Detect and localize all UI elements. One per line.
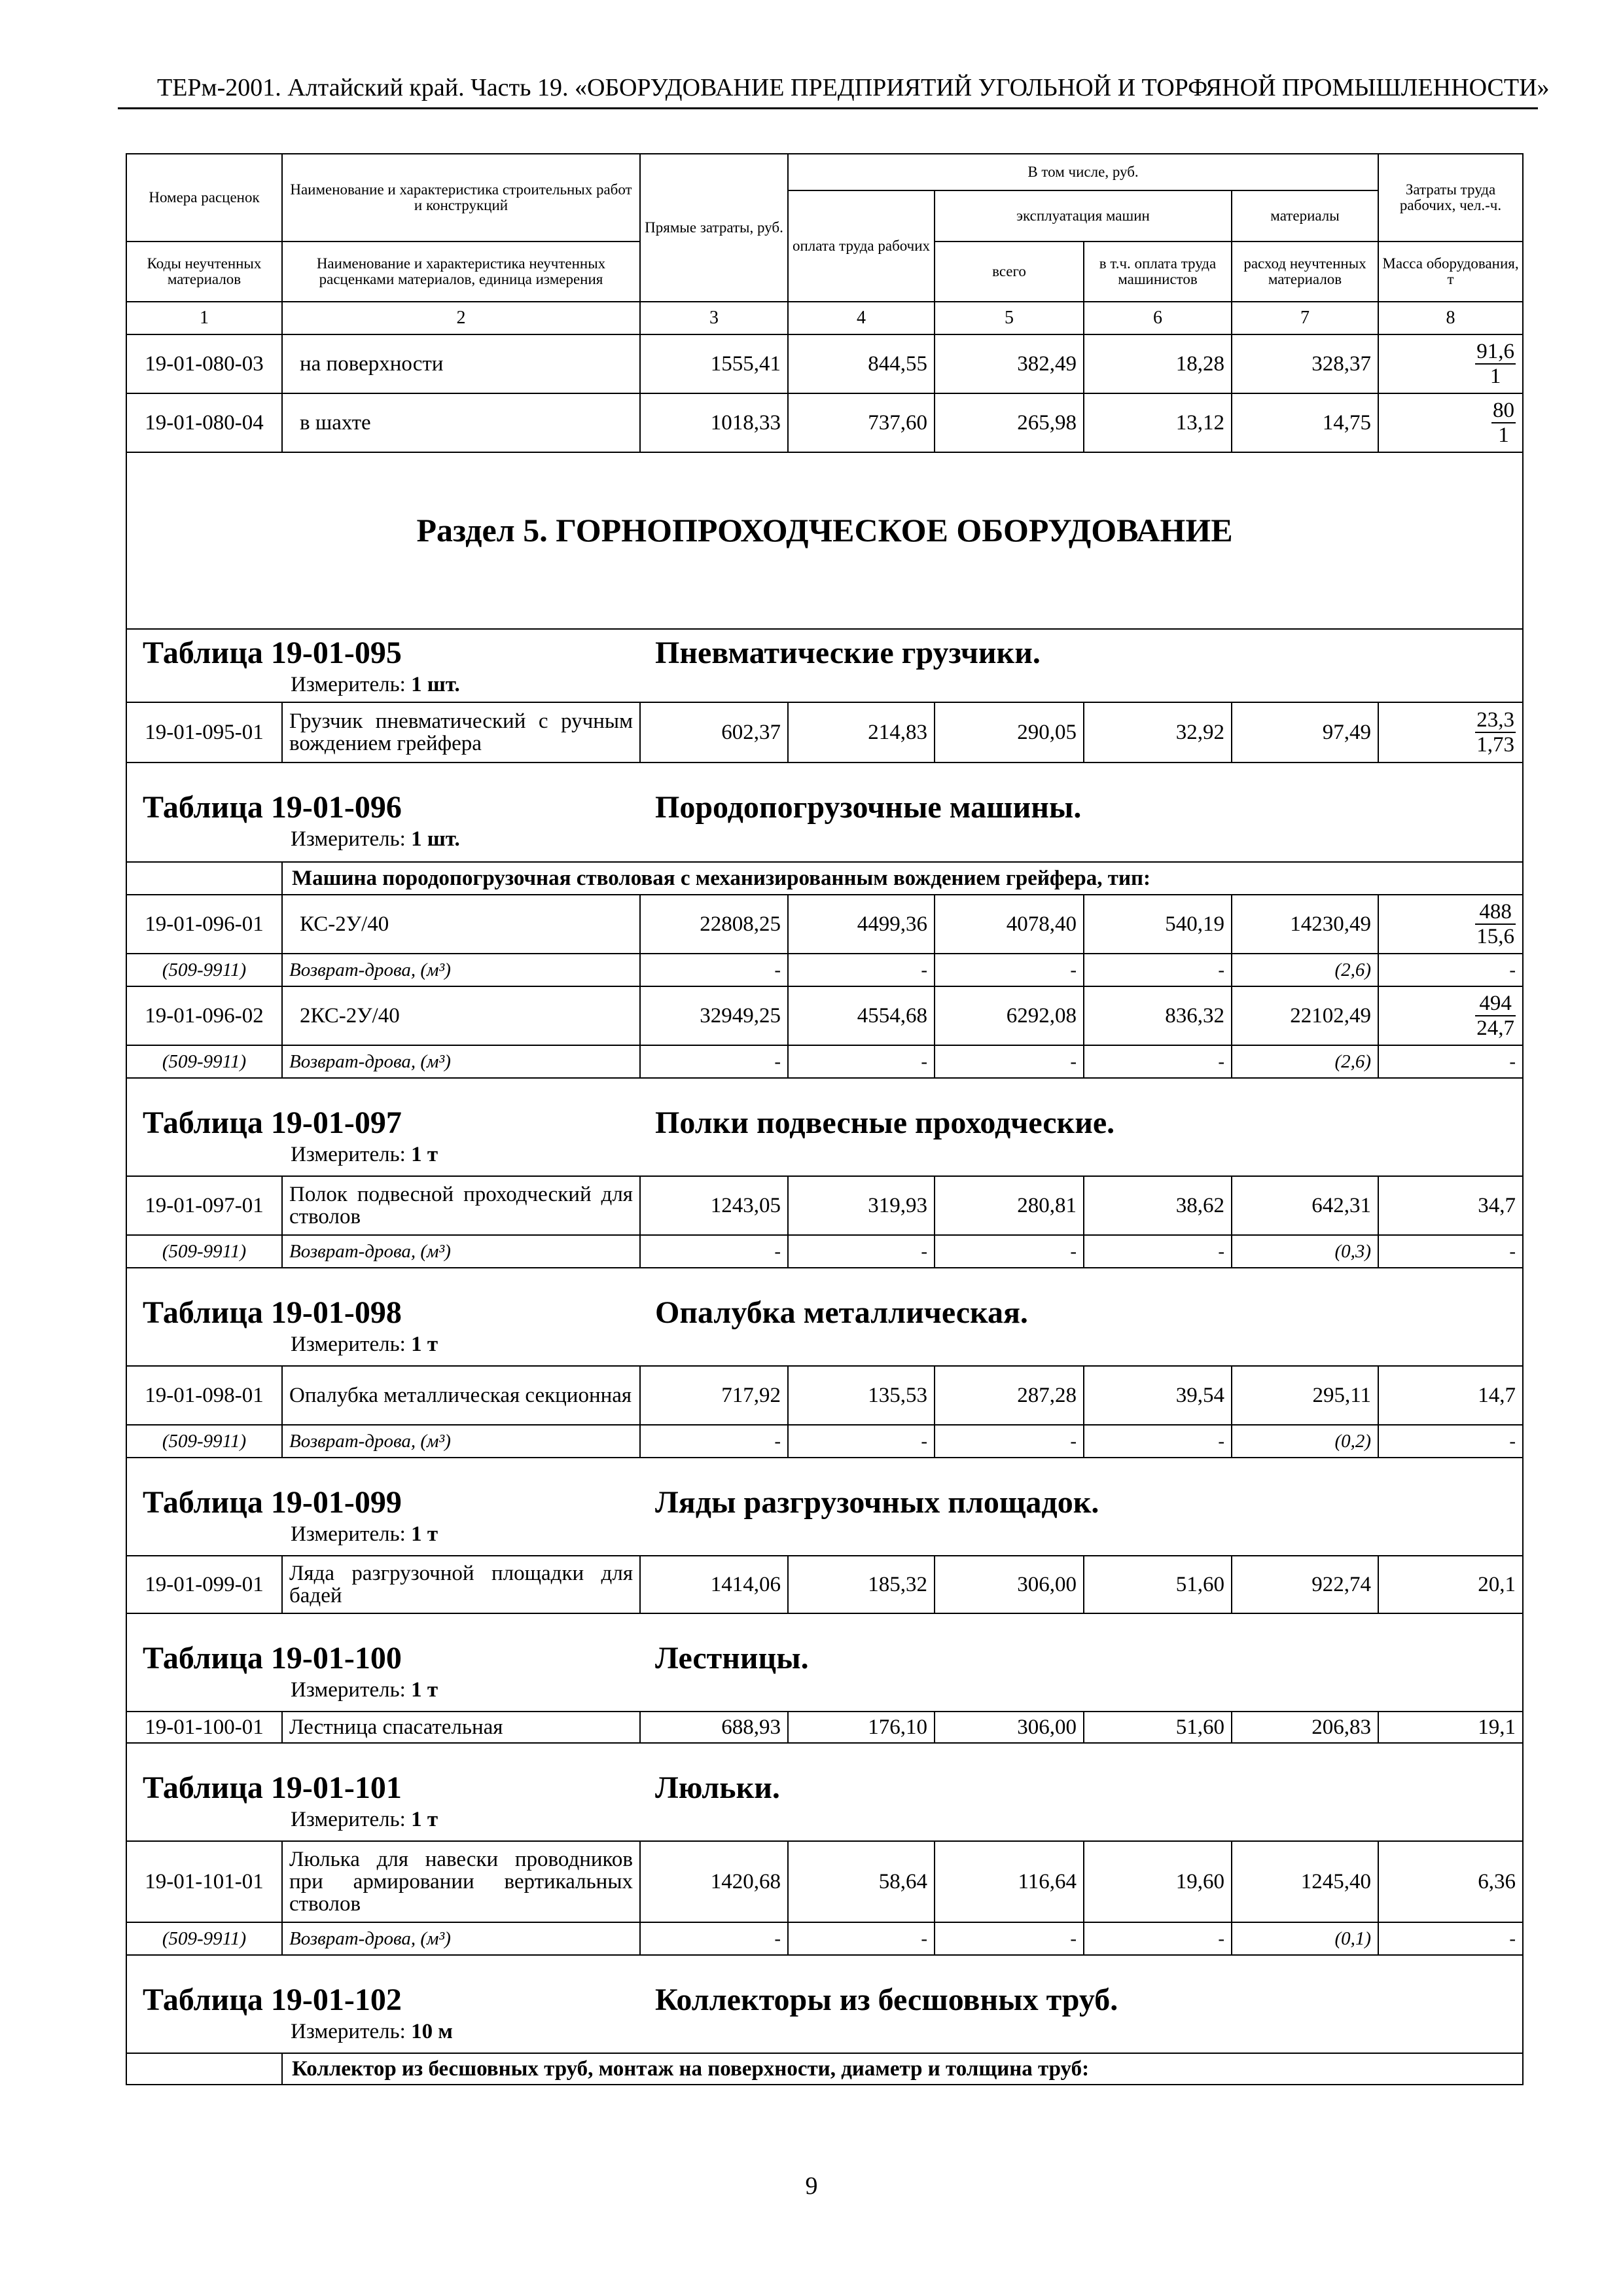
rate-name: Люлька для навески проводников при армировании вертикальных стволов xyxy=(282,1841,640,1922)
direct-cost: 1420,68 xyxy=(640,1841,788,1922)
equipment-mass: 14,7 xyxy=(1378,1366,1523,1425)
return-row xyxy=(126,1045,1523,1078)
machines-cost: 382,49 xyxy=(935,334,1084,393)
materials-cost: 14,75 xyxy=(1232,393,1378,452)
section-title: Раздел 5. ГОРНОПРОХОДЧЕСКОЕ ОБОРУДОВАНИЕ xyxy=(126,452,1523,629)
measure-unit: Измеритель: 1 шт. xyxy=(291,673,460,696)
table-number: Таблица 19-01-102 xyxy=(143,1982,402,2017)
dash: - xyxy=(788,1922,935,1955)
material-name: Возврат-дрова, (м³) xyxy=(282,1922,640,1955)
labor-mass-fraction xyxy=(1378,702,1523,762)
header-rule xyxy=(118,107,1538,109)
table-title-095 xyxy=(126,629,1523,702)
return-row xyxy=(126,1922,1523,1955)
table-title-row xyxy=(126,1743,1523,1841)
col-number: 8 xyxy=(1378,302,1523,334)
col-number: 2 xyxy=(282,302,640,334)
rate-code: 19-01-100-01 xyxy=(126,1712,282,1743)
operators-cost: 51,60 xyxy=(1084,1712,1232,1743)
table-title-row xyxy=(126,1078,1523,1176)
machines-cost: 287,28 xyxy=(935,1366,1084,1425)
direct-cost: 688,93 xyxy=(640,1712,788,1743)
labor-mass-fraction xyxy=(1378,393,1523,452)
table-title-099 xyxy=(126,1458,1523,1556)
hdr-unaccounted-use: расход неучтенных материалов xyxy=(1232,242,1378,302)
rate-name: Лестница спасательная xyxy=(282,1712,640,1743)
col-number: 3 xyxy=(640,302,788,334)
equipment-mass: 6,36 xyxy=(1378,1841,1523,1922)
direct-cost: 32949,25 xyxy=(640,986,788,1045)
direct-cost: 1414,06 xyxy=(640,1556,788,1613)
materials-cost: 97,49 xyxy=(1232,702,1378,762)
table-name: Пневматические грузчики. xyxy=(655,636,1041,670)
table-number: Таблица 19-01-097 xyxy=(143,1105,402,1140)
operators-cost: 38,62 xyxy=(1084,1176,1232,1235)
hdr-name-unaccounted: Наименование и характеристика неучтенных расценками материалов, единица измерения xyxy=(282,242,640,302)
rate-code: 19-01-080-04 xyxy=(126,393,282,452)
hdr-materials: материалы xyxy=(1232,190,1378,242)
rate-name: КС-2У/40 xyxy=(282,895,640,954)
dash: - xyxy=(935,1045,1084,1078)
dash: - xyxy=(1084,1045,1232,1078)
operators-cost: 540,19 xyxy=(1084,895,1232,954)
table-title-097 xyxy=(126,1078,1523,1176)
labor-hours: 488 xyxy=(1475,900,1516,925)
rate-code: 19-01-080-03 xyxy=(126,334,282,393)
operators-cost: 19,60 xyxy=(1084,1841,1232,1922)
table-title-096 xyxy=(126,762,1523,862)
materials-cost: 922,74 xyxy=(1232,1556,1378,1613)
direct-cost: 1018,33 xyxy=(640,393,788,452)
measure-unit: Измеритель: 1 т xyxy=(291,1808,438,1831)
rate-name: Опалубка металлическая секционная xyxy=(282,1366,640,1425)
direct-cost: 1243,05 xyxy=(640,1176,788,1235)
machines-cost: 4078,40 xyxy=(935,895,1084,954)
machines-cost: 306,00 xyxy=(935,1556,1084,1613)
dash: - xyxy=(1084,954,1232,986)
material-code: (509-9911) xyxy=(126,1045,282,1078)
return-row xyxy=(126,954,1523,986)
materials-cost: 206,83 xyxy=(1232,1712,1378,1743)
table-name: Полки подвесные проходческие. xyxy=(655,1105,1115,1140)
col-number: 6 xyxy=(1084,302,1232,334)
table-name: Ляды разгрузочных площадок. xyxy=(655,1485,1099,1520)
operators-cost: 13,12 xyxy=(1084,393,1232,452)
labor-cost: 176,10 xyxy=(788,1712,935,1743)
table-number: Таблица 19-01-098 xyxy=(143,1295,402,1330)
hdr-codes: Номера расценок xyxy=(126,154,282,242)
dash: - xyxy=(640,1235,788,1268)
hdr-machines-total: всего xyxy=(935,242,1084,302)
dash: - xyxy=(788,1045,935,1078)
material-name: Возврат-дрова, (м³) xyxy=(282,1425,640,1458)
table-number: Таблица 19-01-101 xyxy=(143,1770,402,1805)
table-title-row xyxy=(126,1268,1523,1366)
labor-mass-fraction xyxy=(1378,895,1523,954)
dash: - xyxy=(788,954,935,986)
subhead: Машина породопогрузочная стволовая с механизированным вождением грейфера, тип: xyxy=(282,862,1523,895)
labor-cost: 737,60 xyxy=(788,393,935,452)
table-row xyxy=(126,1712,1523,1743)
table-number: Таблица 19-01-099 xyxy=(143,1485,402,1520)
dash: - xyxy=(788,1235,935,1268)
rate-code: 19-01-097-01 xyxy=(126,1176,282,1235)
dash: - xyxy=(640,954,788,986)
operators-cost: 836,32 xyxy=(1084,986,1232,1045)
dash: - xyxy=(640,1045,788,1078)
table-name: Лестницы. xyxy=(655,1641,809,1676)
col-number: 5 xyxy=(935,302,1084,334)
col-number: 1 xyxy=(126,302,282,334)
materials-cost: 1245,40 xyxy=(1232,1841,1378,1922)
col-number: 4 xyxy=(788,302,935,334)
equipment-mass: 20,1 xyxy=(1378,1556,1523,1613)
measure-unit: Измеритель: 1 т xyxy=(291,1333,438,1356)
table-title-row xyxy=(126,1458,1523,1556)
dash: - xyxy=(1084,1922,1232,1955)
material-name: Возврат-дрова, (м³) xyxy=(282,1045,640,1078)
labor-cost: 319,93 xyxy=(788,1176,935,1235)
page-number: 9 xyxy=(805,2172,818,2200)
dash: - xyxy=(1084,1425,1232,1458)
rate-code: 19-01-096-02 xyxy=(126,986,282,1045)
table-title-098 xyxy=(126,1268,1523,1366)
measure-unit: Измеритель: 1 шт. xyxy=(291,827,460,851)
table-title-100 xyxy=(126,1613,1523,1712)
table-name: Люльки. xyxy=(655,1770,780,1805)
table-name: Опалубка металлическая. xyxy=(655,1295,1028,1330)
col-number: 7 xyxy=(1232,302,1378,334)
labor-hours: 494 xyxy=(1475,992,1516,1016)
labor-mass-fraction xyxy=(1378,334,1523,393)
labor-cost: 844,55 xyxy=(788,334,935,393)
labor-cost: 214,83 xyxy=(788,702,935,762)
hdr-codes-unaccounted: Коды неучтенных материалов xyxy=(126,242,282,302)
hdr-direct: Прямые затраты, руб. xyxy=(640,154,788,302)
labor-hours: 80 xyxy=(1493,398,1515,422)
materials-cost: 642,31 xyxy=(1232,1176,1378,1235)
equipment-mass: 1 xyxy=(1489,364,1501,388)
table-number: Таблица 19-01-100 xyxy=(143,1641,402,1676)
equipment-mass: 15,6 xyxy=(1476,924,1515,948)
table-title-row xyxy=(126,1955,1523,2053)
return-quantity: (0,1) xyxy=(1232,1922,1378,1955)
material-code: (509-9911) xyxy=(126,1922,282,1955)
direct-cost: 717,92 xyxy=(640,1366,788,1425)
dash: - xyxy=(640,1922,788,1955)
column-numbers-row xyxy=(126,302,1523,334)
hdr-name: Наименование и характеристика строительных работ и конструкций xyxy=(282,154,640,242)
machines-cost: 306,00 xyxy=(935,1712,1084,1743)
table-title-row xyxy=(126,629,1523,702)
table-title-102 xyxy=(126,1955,1523,2053)
materials-cost: 328,37 xyxy=(1232,334,1378,393)
direct-cost: 1555,41 xyxy=(640,334,788,393)
rate-name: Грузчик пневматический с ручным вождением грейфера xyxy=(282,702,640,762)
dash: - xyxy=(1084,1235,1232,1268)
measure-unit: Измеритель: 10 м xyxy=(291,2020,453,2043)
direct-cost: 602,37 xyxy=(640,702,788,762)
return-quantity: (2,6) xyxy=(1232,1045,1378,1078)
running-header: ТЕРм-2001. Алтайский край. Часть 19. «ОБОРУДОВАНИЕ ПРЕДПРИЯТИЙ УГОЛЬНОЙ И ТОРФЯНОЙ ПРОМЫШЛЕННОСТИ» xyxy=(157,74,1550,101)
labor-hours: 23,3 xyxy=(1476,708,1515,732)
machines-cost: 265,98 xyxy=(935,393,1084,452)
materials-cost: 14230,49 xyxy=(1232,895,1378,954)
direct-cost: 22808,25 xyxy=(640,895,788,954)
rate-name: Ляда разгрузочной площадки для бадей xyxy=(282,1556,640,1613)
return-quantity: (2,6) xyxy=(1232,954,1378,986)
return-quantity: (0,3) xyxy=(1232,1235,1378,1268)
table-row xyxy=(126,334,1523,393)
equipment-mass: 19,1 xyxy=(1378,1712,1523,1743)
table-row xyxy=(126,393,1523,452)
dash: - xyxy=(1378,1045,1523,1078)
equipment-mass: 24,7 xyxy=(1476,1016,1515,1040)
equipment-mass: 34,7 xyxy=(1378,1176,1523,1235)
rate-code: 19-01-101-01 xyxy=(126,1841,282,1922)
measure-unit: Измеритель: 1 т xyxy=(291,1143,438,1166)
return-row xyxy=(126,1235,1523,1268)
table-row xyxy=(126,1176,1523,1235)
dash: - xyxy=(1378,1235,1523,1268)
table-title-row xyxy=(126,762,1523,862)
materials-cost: 295,11 xyxy=(1232,1366,1378,1425)
materials-cost: 22102,49 xyxy=(1232,986,1378,1045)
table-title-row xyxy=(126,1613,1523,1712)
hdr-labor-hours: Затраты труда рабочих, чел.-ч. xyxy=(1378,154,1523,242)
hdr-machines: эксплуатация машин xyxy=(935,190,1232,242)
return-row xyxy=(126,1425,1523,1458)
table-row xyxy=(126,895,1523,954)
rate-code: 19-01-096-01 xyxy=(126,895,282,954)
dash: - xyxy=(1378,1425,1523,1458)
dash: - xyxy=(935,1425,1084,1458)
table-row xyxy=(126,1841,1523,1922)
labor-cost: 135,53 xyxy=(788,1366,935,1425)
labor-cost: 4554,68 xyxy=(788,986,935,1045)
operators-cost: 32,92 xyxy=(1084,702,1232,762)
rate-code: 19-01-098-01 xyxy=(126,1366,282,1425)
dash: - xyxy=(640,1425,788,1458)
labor-hours: 91,6 xyxy=(1476,339,1515,363)
hdr-labor: оплата труда рабочих xyxy=(788,190,935,302)
rate-name: 2КС-2У/40 xyxy=(282,986,640,1045)
dash: - xyxy=(935,1235,1084,1268)
machines-cost: 290,05 xyxy=(935,702,1084,762)
dash: - xyxy=(1378,1922,1523,1955)
table-title-101 xyxy=(126,1743,1523,1841)
operators-cost: 39,54 xyxy=(1084,1366,1232,1425)
table-number: Таблица 19-01-095 xyxy=(143,636,402,670)
machines-cost: 116,64 xyxy=(935,1841,1084,1922)
material-code: (509-9911) xyxy=(126,954,282,986)
rate-name: Полок подвесной проходческий для стволов xyxy=(282,1176,640,1235)
header-row-1 xyxy=(126,154,1523,190)
equipment-mass: 1,73 xyxy=(1476,732,1515,757)
material-code: (509-9911) xyxy=(126,1425,282,1458)
material-name: Возврат-дрова, (м³) xyxy=(282,1235,640,1268)
table-row xyxy=(126,1366,1523,1425)
dash: - xyxy=(788,1425,935,1458)
operators-cost: 18,28 xyxy=(1084,334,1232,393)
dash: - xyxy=(935,1922,1084,1955)
rate-name: на поверхности xyxy=(282,334,640,393)
material-code: (509-9911) xyxy=(126,1235,282,1268)
equipment-mass: 1 xyxy=(1498,423,1509,447)
dash: - xyxy=(1378,954,1523,986)
table-name: Коллекторы из бесшовных труб. xyxy=(655,1982,1118,2017)
machines-cost: 6292,08 xyxy=(935,986,1084,1045)
labor-cost: 185,32 xyxy=(788,1556,935,1613)
subhead-row xyxy=(126,2053,1523,2085)
price-table xyxy=(126,153,1524,2085)
material-name: Возврат-дрова, (м³) xyxy=(282,954,640,986)
hdr-operators: в т.ч. оплата труда машинистов xyxy=(1084,242,1232,302)
hdr-group: В том числе, руб. xyxy=(788,154,1378,190)
table-row xyxy=(126,1556,1523,1613)
dash: - xyxy=(935,954,1084,986)
table-name: Породопогрузочные машины. xyxy=(655,790,1082,825)
rate-code: 19-01-099-01 xyxy=(126,1556,282,1613)
subhead-row xyxy=(126,862,1523,895)
measure-unit: Измеритель: 1 т xyxy=(291,1678,438,1702)
table-number: Таблица 19-01-096 xyxy=(143,790,402,825)
rate-name: в шахте xyxy=(282,393,640,452)
measure-unit: Измеритель: 1 т xyxy=(291,1522,438,1546)
operators-cost: 51,60 xyxy=(1084,1556,1232,1613)
hdr-mass: Масса оборудования, т xyxy=(1378,242,1523,302)
rate-code: 19-01-095-01 xyxy=(126,702,282,762)
machines-cost: 280,81 xyxy=(935,1176,1084,1235)
subhead: Коллектор из бесшовных труб, монтаж на поверхности, диаметр и толщина труб: xyxy=(282,2053,1523,2085)
section-title-row xyxy=(126,452,1523,629)
labor-mass-fraction xyxy=(1378,986,1523,1045)
return-quantity: (0,2) xyxy=(1232,1425,1378,1458)
table-row xyxy=(126,702,1523,762)
table-row xyxy=(126,986,1523,1045)
labor-cost: 4499,36 xyxy=(788,895,935,954)
labor-cost: 58,64 xyxy=(788,1841,935,1922)
